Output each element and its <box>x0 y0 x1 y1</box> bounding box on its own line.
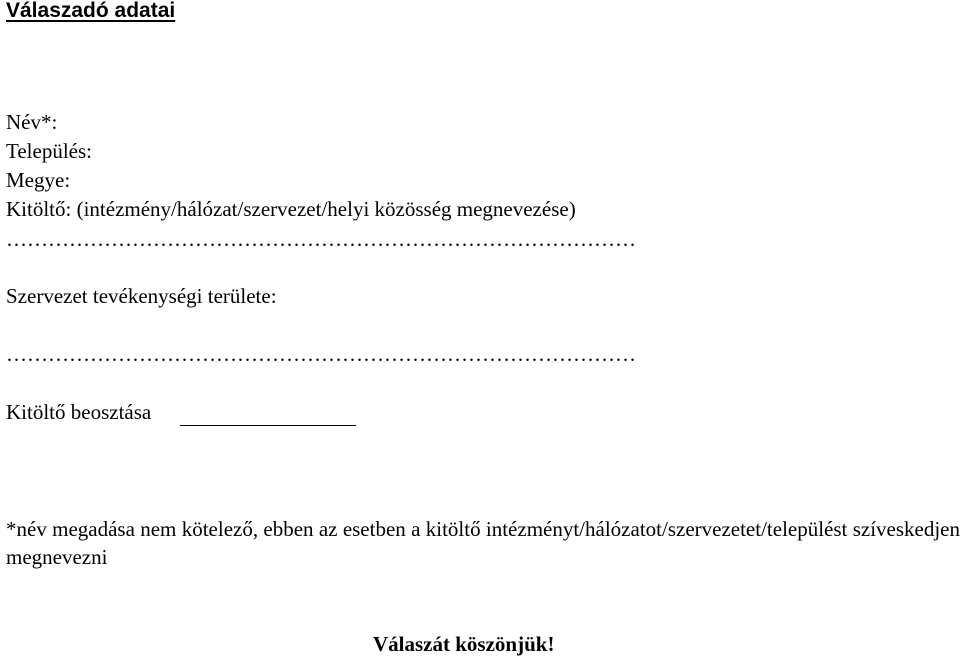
activity-field-label: Szervezet tevékenységi területe: <box>6 284 277 308</box>
name-field-label: Név*: <box>6 110 58 134</box>
position-field-label: Kitöltő beosztása <box>6 400 152 424</box>
settlement-field-label: Település: <box>6 139 92 163</box>
thank-you-text: Válaszát köszönjük! <box>373 632 555 656</box>
filler-dotted-line[interactable]: ……………………………………………………………………………… <box>6 227 636 251</box>
filler-field-label: Kitöltő: (intézmény/hálózat/szervezet/helyi közösség megnevezése) <box>6 197 576 221</box>
form-heading: Válaszadó adatai <box>6 0 176 22</box>
activity-dotted-line[interactable]: ……………………………………………………………………………… <box>6 342 636 366</box>
county-field-label: Megye: <box>6 168 71 192</box>
position-blank-line[interactable] <box>180 425 356 426</box>
footnote: *név megadása nem kötelező, ebben az esetben a kitöltő intézményt/hálózatot/szervezetet/települést szíveskedjen megnevezni <box>6 517 960 569</box>
